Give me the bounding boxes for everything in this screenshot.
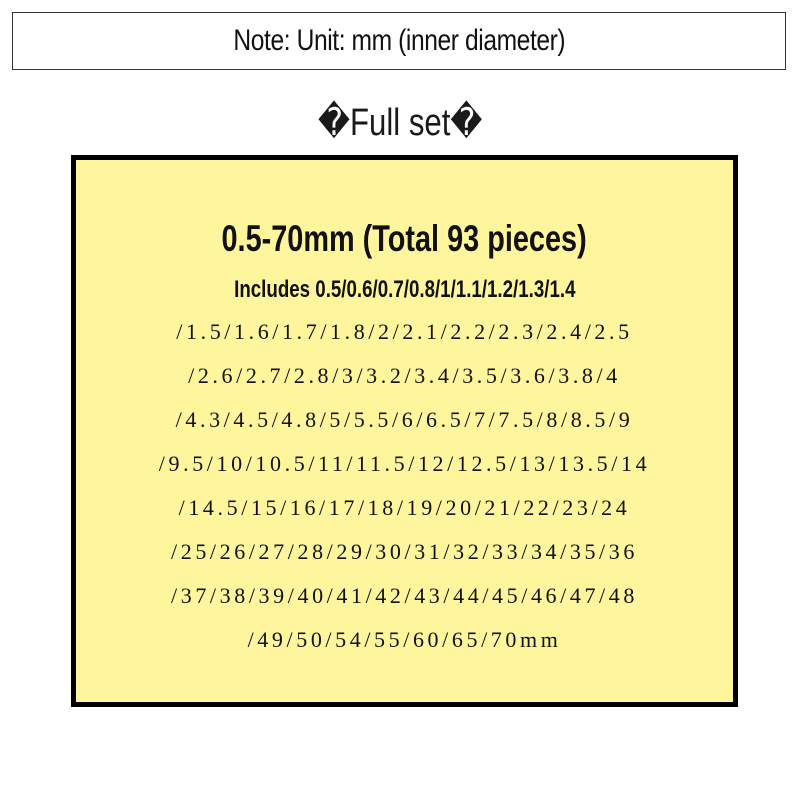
size-line: /9.5/10/10.5/11/11.5/12/12.5/13/13.5/14 [158, 451, 651, 476]
full-set-title [0, 100, 800, 145]
size-line: /2.6/2.7/2.8/3/3.2/3.4/3.5/3.6/3.8/4 [188, 363, 621, 388]
size-lines [76, 320, 733, 672]
size-line: /37/38/39/40/41/42/43/44/45/46/47/48 [171, 583, 638, 608]
full-set-title-text: �Full set� [317, 102, 483, 144]
size-line: /1.5/1.6/1.7/1.8/2/2.1/2.2/2.3/2.4/2.5 [176, 319, 633, 344]
unit-note-text: Note: Unit: mm (inner diameter) [233, 24, 565, 57]
size-line: /4.3/4.5/4.8/5/5.5/6/6.5/7/7.5/8/8.5/9 [175, 407, 634, 432]
size-line: /14.5/15/16/17/18/19/20/21/22/23/24 [178, 495, 631, 520]
includes-line-text: Includes 0.5/0.6/0.7/0.8/1/1.1/1.2/1.3/1.4 [233, 276, 576, 303]
includes-line [76, 276, 733, 304]
panel-heading-text: 0.5-70mm (Total 93 pieces) [221, 218, 588, 259]
size-list-panel [71, 155, 738, 707]
unit-note-box [12, 12, 786, 70]
panel-heading [76, 218, 733, 260]
size-line: /25/26/27/28/29/30/31/32/33/34/35/36 [171, 539, 638, 564]
size-line: /49/50/54/55/60/65/70mm [247, 627, 562, 652]
